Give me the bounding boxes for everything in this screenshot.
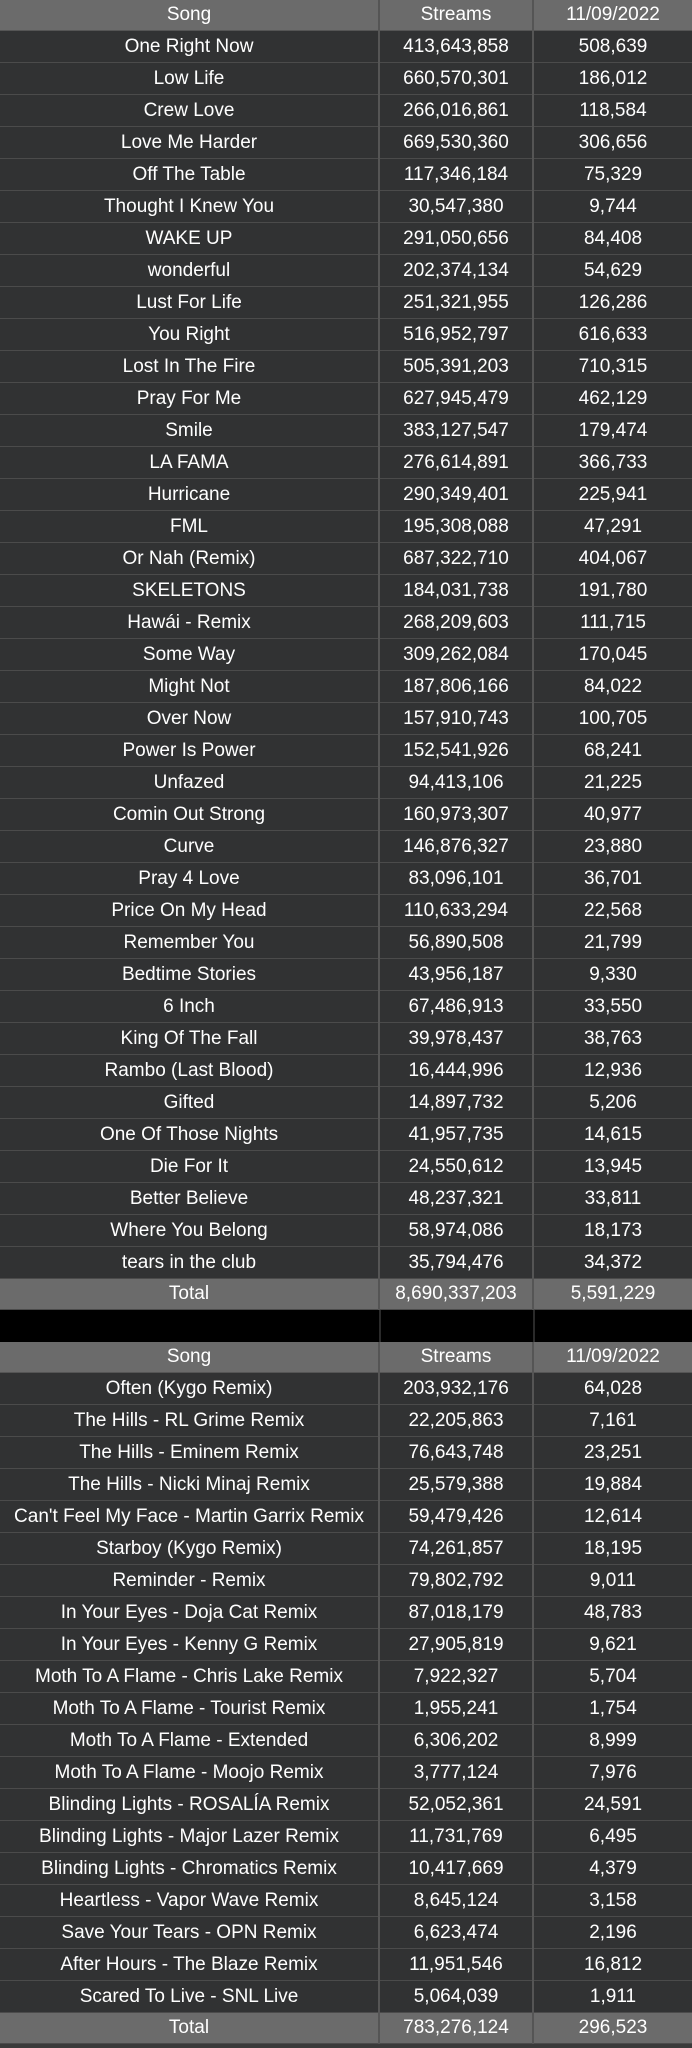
stream-count: 516,952,797 [379,319,533,351]
stream-count: 8,645,124 [379,1885,533,1917]
table-row [0,1853,692,1885]
table-row [0,1949,692,1981]
stream-count: 157,910,743 [379,703,533,735]
daily-streams: 366,733 [533,447,692,479]
stream-count: 14,897,732 [379,1087,533,1119]
table-row [0,1885,692,1917]
table-row [0,1565,692,1597]
table-row [0,799,692,831]
table-row [0,159,692,191]
daily-streams: 3,158 [533,1885,692,1917]
table-row [0,767,692,799]
daily-streams: 8,999 [533,1725,692,1757]
daily-streams: 68,241 [533,735,692,767]
stream-count: 83,096,101 [379,863,533,895]
song-title: Smile [0,415,379,447]
daily-streams: 12,614 [533,1501,692,1533]
table-row [0,511,692,543]
table-row [0,671,692,703]
daily-streams: 21,799 [533,927,692,959]
song-title: Moth To A Flame - Extended [0,1725,379,1757]
table-row [0,1023,692,1055]
table-row [0,1917,692,1949]
table-row [0,63,692,95]
daily-streams: 179,474 [533,415,692,447]
stream-count: 110,633,294 [379,895,533,927]
table-row [0,319,692,351]
stream-count: 268,209,603 [379,607,533,639]
total-row [0,2013,692,2044]
daily-streams: 33,550 [533,991,692,1023]
table-row [0,1469,692,1501]
table-row [0,1247,692,1279]
song-title: Bedtime Stories [0,959,379,991]
song-title: Better Believe [0,1183,379,1215]
song-title: Scared To Live - SNL Live [0,1981,379,2013]
daily-streams: 18,195 [533,1533,692,1565]
song-title: Might Not [0,671,379,703]
daily-streams: 4,379 [533,1853,692,1885]
daily-streams: 710,315 [533,351,692,383]
table-row [0,127,692,159]
stream-count: 413,643,858 [379,31,533,63]
song-title: Power Is Power [0,735,379,767]
song-title: Moth To A Flame - Tourist Remix [0,1693,379,1725]
table-row [0,703,692,735]
daily-column-header: 11/09/2022 [533,1342,692,1373]
table-row [0,351,692,383]
daily-streams: 9,744 [533,191,692,223]
stream-count: 146,876,327 [379,831,533,863]
table-row [0,1757,692,1789]
daily-streams: 306,656 [533,127,692,159]
stream-count: 687,322,710 [379,543,533,575]
table-row [0,1183,692,1215]
daily-streams: 84,022 [533,671,692,703]
daily-streams: 75,329 [533,159,692,191]
table-row [0,895,692,927]
song-title: You Right [0,319,379,351]
daily-streams: 6,495 [533,1821,692,1853]
stream-count: 117,346,184 [379,159,533,191]
daily-streams: 84,408 [533,223,692,255]
song-column-header: Song [0,1342,379,1373]
total-daily: 296,523 [533,2013,692,2044]
daily-streams: 34,372 [533,1247,692,1279]
song-title: Some Way [0,639,379,671]
song-title: Curve [0,831,379,863]
song-title: Where You Belong [0,1215,379,1247]
stream-count: 309,262,084 [379,639,533,671]
song-title: Blinding Lights - Chromatics Remix [0,1853,379,1885]
stream-count: 25,579,388 [379,1469,533,1501]
song-title: Lust For Life [0,287,379,319]
song-title: LA FAMA [0,447,379,479]
table-row [0,1533,692,1565]
stream-count: 10,417,669 [379,1853,533,1885]
song-title: Moth To A Flame - Moojo Remix [0,1757,379,1789]
table-row [0,1215,692,1247]
song-title: Starboy (Kygo Remix) [0,1533,379,1565]
song-title: Lost In The Fire [0,351,379,383]
daily-streams: 111,715 [533,607,692,639]
stream-count: 3,777,124 [379,1757,533,1789]
table-row [0,639,692,671]
table-row [0,1119,692,1151]
daily-streams: 100,705 [533,703,692,735]
stream-count: 6,306,202 [379,1725,533,1757]
table-row [0,863,692,895]
table-row [0,255,692,287]
stream-count: 74,261,857 [379,1533,533,1565]
total-row [0,1279,692,1310]
table-row [0,831,692,863]
song-title: Rambo (Last Blood) [0,1055,379,1087]
song-title: wonderful [0,255,379,287]
song-title: Hawái - Remix [0,607,379,639]
table-row [0,1725,692,1757]
table-row [0,415,692,447]
table-row [0,1055,692,1087]
song-title: Reminder - Remix [0,1565,379,1597]
stream-count: 59,479,426 [379,1501,533,1533]
stream-count: 669,530,360 [379,127,533,159]
stream-count: 39,978,437 [379,1023,533,1055]
daily-streams: 2,196 [533,1917,692,1949]
remix-songs-table [0,1342,692,2044]
daily-streams: 48,783 [533,1597,692,1629]
song-title: The Hills - Eminem Remix [0,1437,379,1469]
daily-streams: 126,286 [533,287,692,319]
table-row [0,575,692,607]
stream-count: 1,955,241 [379,1693,533,1725]
daily-streams: 118,584 [533,95,692,127]
song-title: Off The Table [0,159,379,191]
streams-column-header: Streams [379,0,533,31]
daily-streams: 19,884 [533,1469,692,1501]
song-title: Remember You [0,927,379,959]
daily-streams: 616,633 [533,319,692,351]
song-title: Often (Kygo Remix) [0,1373,379,1405]
daily-streams: 186,012 [533,63,692,95]
daily-streams: 38,763 [533,1023,692,1055]
stream-count: 290,349,401 [379,479,533,511]
table-row [0,1661,692,1693]
table-row [0,1087,692,1119]
stream-count: 187,806,166 [379,671,533,703]
song-title: 6 Inch [0,991,379,1023]
song-title: One Right Now [0,31,379,63]
stream-count: 58,974,086 [379,1215,533,1247]
daily-streams: 191,780 [533,575,692,607]
table-row [0,1373,692,1405]
daily-streams: 5,704 [533,1661,692,1693]
daily-streams: 225,941 [533,479,692,511]
daily-streams: 40,977 [533,799,692,831]
header-row [0,1342,692,1373]
daily-streams: 5,206 [533,1087,692,1119]
song-title: Hurricane [0,479,379,511]
daily-streams: 9,330 [533,959,692,991]
song-title: King Of The Fall [0,1023,379,1055]
song-title: Thought I Knew You [0,191,379,223]
total-label: Total [0,2013,379,2044]
stream-count: 43,956,187 [379,959,533,991]
song-title: Blinding Lights - Major Lazer Remix [0,1821,379,1853]
daily-column-header: 11/09/2022 [533,0,692,31]
song-title: Pray 4 Love [0,863,379,895]
stream-count: 35,794,476 [379,1247,533,1279]
table-row [0,543,692,575]
stream-count: 660,570,301 [379,63,533,95]
stream-count: 52,052,361 [379,1789,533,1821]
song-title: Blinding Lights - ROSALÍA Remix [0,1789,379,1821]
stream-count: 27,905,819 [379,1629,533,1661]
song-title: WAKE UP [0,223,379,255]
table-row [0,479,692,511]
stream-count: 56,890,508 [379,927,533,959]
stream-count: 291,050,656 [379,223,533,255]
daily-streams: 22,568 [533,895,692,927]
stream-count: 383,127,547 [379,415,533,447]
daily-streams: 23,880 [533,831,692,863]
header-row [0,0,692,31]
stream-count: 87,018,179 [379,1597,533,1629]
song-title: Moth To A Flame - Chris Lake Remix [0,1661,379,1693]
stream-count: 48,237,321 [379,1183,533,1215]
song-column-header: Song [0,0,379,31]
song-title: Save Your Tears - OPN Remix [0,1917,379,1949]
stream-count: 22,205,863 [379,1405,533,1437]
stream-count: 184,031,738 [379,575,533,607]
song-title: Can't Feel My Face - Martin Garrix Remix [0,1501,379,1533]
daily-streams: 47,291 [533,511,692,543]
spacer-row [0,1310,692,1342]
table-row [0,1789,692,1821]
stream-count: 6,623,474 [379,1917,533,1949]
stream-count: 7,922,327 [379,1661,533,1693]
song-title: Crew Love [0,95,379,127]
stream-count: 30,547,380 [379,191,533,223]
daily-streams: 12,936 [533,1055,692,1087]
table-row [0,1629,692,1661]
stream-count: 152,541,926 [379,735,533,767]
daily-streams: 170,045 [533,639,692,671]
song-title: Gifted [0,1087,379,1119]
song-title: SKELETONS [0,575,379,607]
daily-streams: 462,129 [533,383,692,415]
table-row [0,287,692,319]
total-daily: 5,591,229 [533,1279,692,1310]
stream-count: 195,308,088 [379,511,533,543]
daily-streams: 54,629 [533,255,692,287]
daily-streams: 23,251 [533,1437,692,1469]
stream-count: 67,486,913 [379,991,533,1023]
stream-count: 203,932,176 [379,1373,533,1405]
stream-count: 276,614,891 [379,447,533,479]
stream-count: 160,973,307 [379,799,533,831]
stream-count: 627,945,479 [379,383,533,415]
table-row [0,1821,692,1853]
table-row [0,1437,692,1469]
daily-streams: 64,028 [533,1373,692,1405]
table-row [0,1981,692,2013]
table-row [0,447,692,479]
daily-streams: 9,621 [533,1629,692,1661]
remix-songs-body [0,1373,692,2013]
table-row [0,607,692,639]
song-title: Heartless - Vapor Wave Remix [0,1885,379,1917]
song-title: Comin Out Strong [0,799,379,831]
song-title: Pray For Me [0,383,379,415]
stream-count: 5,064,039 [379,1981,533,2013]
song-title: Price On My Head [0,895,379,927]
stream-count: 94,413,106 [379,767,533,799]
table-row [0,31,692,63]
table-row [0,991,692,1023]
total-label: Total [0,1279,379,1310]
song-title: The Hills - RL Grime Remix [0,1405,379,1437]
daily-streams: 7,161 [533,1405,692,1437]
daily-streams: 1,911 [533,1981,692,2013]
song-title: The Hills - Nicki Minaj Remix [0,1469,379,1501]
song-title: After Hours - The Blaze Remix [0,1949,379,1981]
daily-streams: 33,811 [533,1183,692,1215]
song-title: Unfazed [0,767,379,799]
daily-streams: 13,945 [533,1151,692,1183]
stream-count: 24,550,612 [379,1151,533,1183]
stream-count: 11,731,769 [379,1821,533,1853]
table-row [0,1693,692,1725]
stream-count: 202,374,134 [379,255,533,287]
daily-streams: 16,812 [533,1949,692,1981]
table-row [0,383,692,415]
table-row [0,95,692,127]
table-row [0,735,692,767]
table-row [0,1597,692,1629]
table-row [0,1151,692,1183]
daily-streams: 36,701 [533,863,692,895]
song-title: In Your Eyes - Kenny G Remix [0,1629,379,1661]
song-title: Love Me Harder [0,127,379,159]
daily-streams: 18,173 [533,1215,692,1247]
song-title: One Of Those Nights [0,1119,379,1151]
song-title: Or Nah (Remix) [0,543,379,575]
table-row [0,1501,692,1533]
stream-count: 11,951,546 [379,1949,533,1981]
stream-count: 505,391,203 [379,351,533,383]
song-title: Low Life [0,63,379,95]
daily-streams: 21,225 [533,767,692,799]
song-title: tears in the club [0,1247,379,1279]
song-title: Die For It [0,1151,379,1183]
stream-count: 16,444,996 [379,1055,533,1087]
total-streams: 783,276,124 [379,2013,533,2044]
song-title: In Your Eyes - Doja Cat Remix [0,1597,379,1629]
daily-streams: 404,067 [533,543,692,575]
song-title: Over Now [0,703,379,735]
stream-count: 41,957,735 [379,1119,533,1151]
stream-count: 76,643,748 [379,1437,533,1469]
song-title: FML [0,511,379,543]
main-songs-body [0,31,692,1279]
streams-column-header: Streams [379,1342,533,1373]
stream-count: 266,016,861 [379,95,533,127]
daily-streams: 508,639 [533,31,692,63]
daily-streams: 9,011 [533,1565,692,1597]
daily-streams: 24,591 [533,1789,692,1821]
table-row [0,191,692,223]
daily-streams: 14,615 [533,1119,692,1151]
daily-streams: 7,976 [533,1757,692,1789]
total-streams: 8,690,337,203 [379,1279,533,1310]
table-row [0,223,692,255]
table-row [0,1405,692,1437]
stream-count: 79,802,792 [379,1565,533,1597]
stream-count: 251,321,955 [379,287,533,319]
table-row [0,959,692,991]
daily-streams: 1,754 [533,1693,692,1725]
table-row [0,927,692,959]
